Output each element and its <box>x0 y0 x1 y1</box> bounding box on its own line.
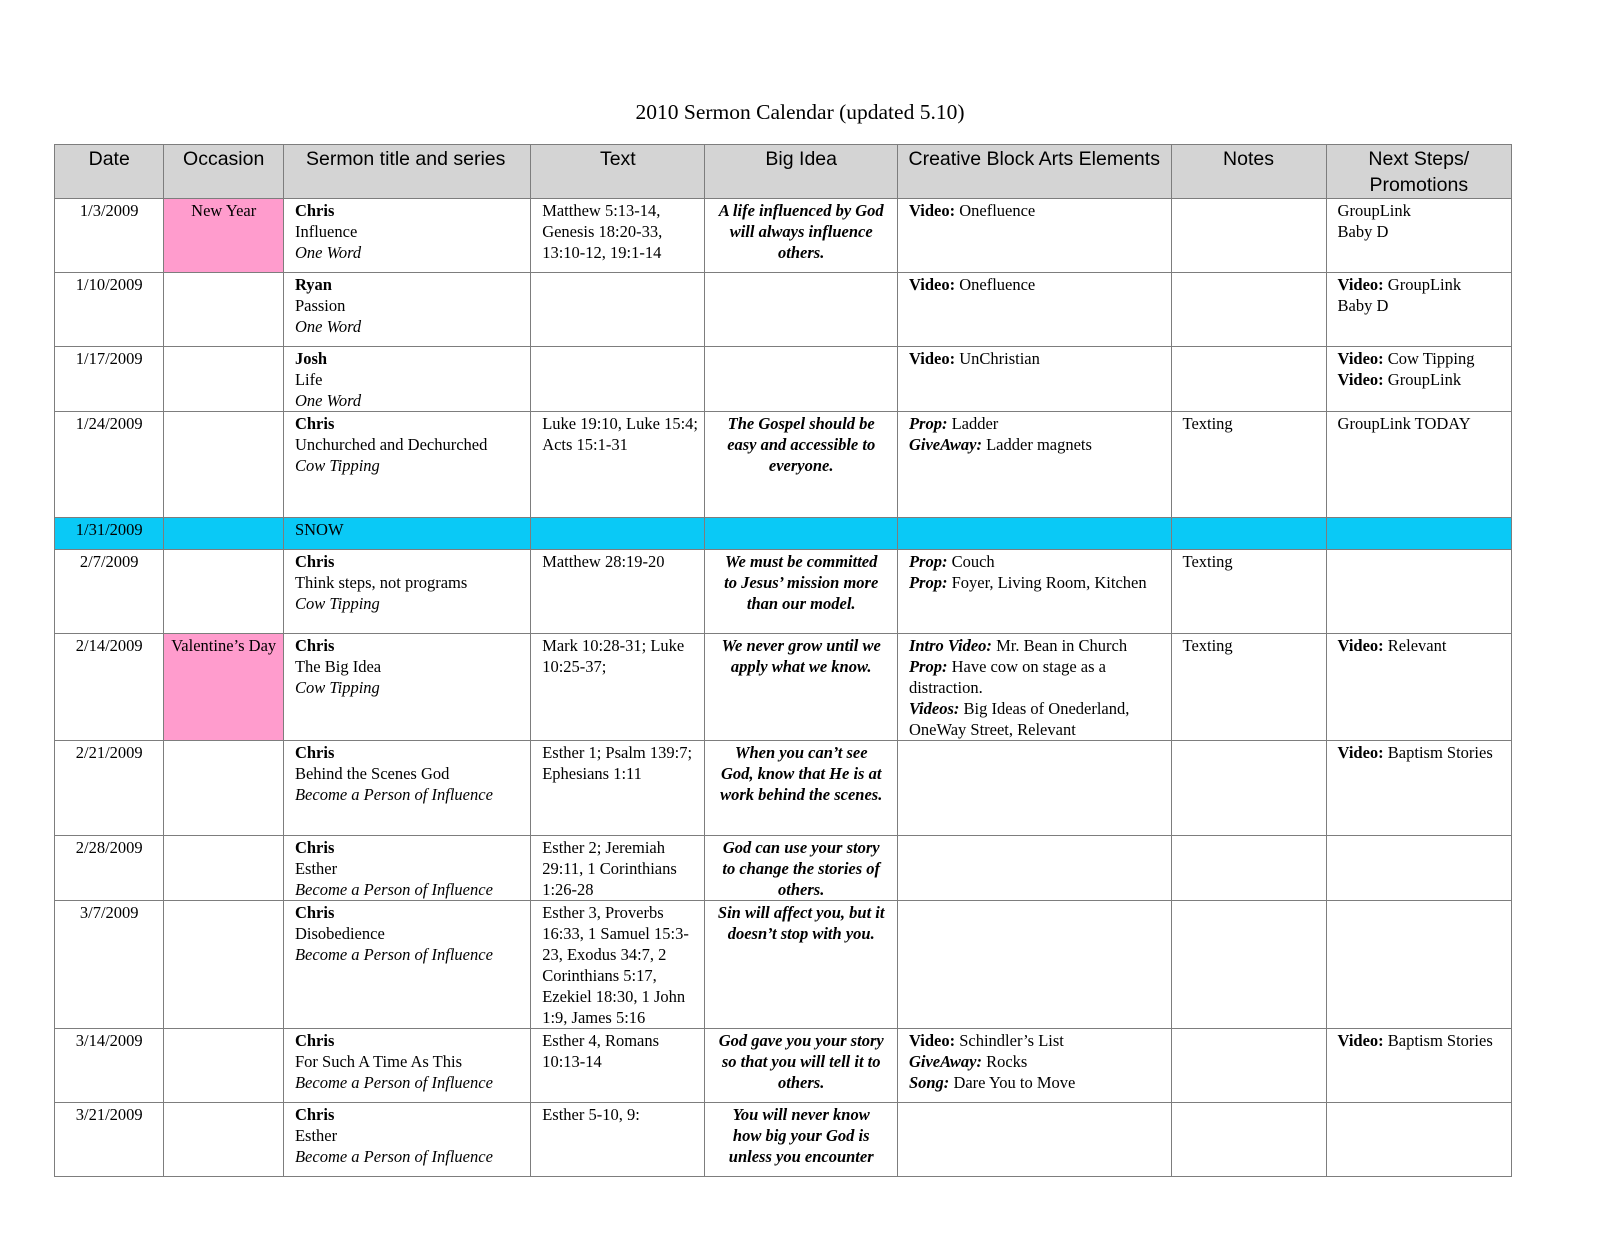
sermon-title: Behind the Scenes God <box>294 764 450 783</box>
sermon-calendar-table <box>54 144 1512 1177</box>
sermon-cell <box>283 550 530 634</box>
header-next-steps: Next Steps/ Promotions <box>1326 145 1511 199</box>
notes-cell <box>1171 518 1326 550</box>
speaker-name: Chris <box>294 903 335 922</box>
creative-item-value: Mr. Bean in Church <box>996 636 1128 655</box>
next-step-value: Baptism Stories <box>1387 1031 1493 1050</box>
header-date: Date <box>55 145 164 199</box>
occasion-cell: New Year <box>164 199 284 273</box>
next-step-value: Baby D <box>1337 222 1389 241</box>
creative-item <box>909 1030 1165 1051</box>
table-row <box>55 518 1512 550</box>
sermon-cell <box>283 836 530 901</box>
sermon-title: Passion <box>294 296 346 315</box>
page-title: 2010 Sermon Calendar (updated 5.10) <box>635 100 965 124</box>
table-row <box>55 741 1512 836</box>
creative-item-label: Prop: <box>908 414 948 433</box>
creative-elements-cell <box>897 550 1171 634</box>
creative-item-label: Prop: <box>908 552 948 571</box>
creative-elements-cell <box>897 518 1171 550</box>
next-step-item <box>1338 635 1505 656</box>
creative-item <box>909 635 1165 656</box>
creative-elements-cell <box>897 273 1171 347</box>
next-steps-cell <box>1326 1029 1511 1103</box>
next-steps-cell <box>1326 347 1511 412</box>
next-step-label: Video: <box>1337 1031 1384 1050</box>
scripture-text-cell: Matthew 28:19-20 <box>531 550 705 634</box>
sermon-title: The Big Idea <box>294 657 382 676</box>
speaker-name: Chris <box>294 636 335 655</box>
series-name: Become a Person of Influence <box>294 1073 493 1092</box>
creative-item-label: Video: <box>908 275 956 294</box>
creative-item-label: Prop: <box>908 657 948 676</box>
next-steps-cell <box>1326 836 1511 901</box>
occasion-cell <box>164 518 284 550</box>
next-step-value: Cow Tipping <box>1387 349 1475 368</box>
scripture-text-cell: Esther 3, Proverbs 16:33, 1 Samuel 15:3-23, Exodus 34:7, 2 Corinthians 5:17, Ezekiel 18:30, 1 John 1:9, James 5:16 <box>531 901 705 1029</box>
table-row <box>55 1029 1512 1103</box>
scripture-text-cell: Esther 4, Romans 10:13-14 <box>531 1029 705 1103</box>
next-steps-cell <box>1326 1103 1511 1177</box>
creative-item-value: Have cow on stage as a distraction. <box>908 657 1106 697</box>
next-step-item <box>1338 1030 1505 1051</box>
date-cell: 2/28/2009 <box>55 836 164 901</box>
creative-item-label: Song: <box>908 1073 950 1092</box>
scripture-text-cell: Matthew 5:13-14, Genesis 18:20-33, 13:10-12, 19:1-14 <box>531 199 705 273</box>
notes-cell <box>1171 273 1326 347</box>
creative-elements-cell <box>897 1103 1171 1177</box>
next-steps-cell <box>1326 741 1511 836</box>
series-name: Cow Tipping <box>294 678 380 697</box>
occasion-cell <box>164 273 284 347</box>
creative-item <box>909 572 1165 593</box>
date-cell: 2/14/2009 <box>55 634 164 741</box>
speaker-name: Chris <box>294 743 335 762</box>
scripture-text-cell: Esther 5-10, 9: <box>531 1103 705 1177</box>
table-row <box>55 199 1512 273</box>
big-idea-cell: We must be committed to Jesus’ mission more than our model. <box>705 550 898 634</box>
sermon-title: Think steps, not programs <box>294 573 468 592</box>
sermon-title: SNOW <box>294 520 344 539</box>
creative-item-value: Schindler’s List <box>959 1031 1064 1050</box>
creative-item-value: Rocks <box>986 1052 1028 1071</box>
sermon-cell <box>283 1103 530 1177</box>
creative-item-value: Ladder <box>951 414 999 433</box>
occasion-cell <box>164 836 284 901</box>
header-big-idea: Big Idea <box>705 145 898 199</box>
creative-item <box>909 274 1165 295</box>
speaker-name: Ryan <box>294 275 332 294</box>
next-step-value: Relevant <box>1387 636 1447 655</box>
next-step-label: Video: <box>1337 275 1384 294</box>
sermon-title: Esther <box>294 859 338 878</box>
creative-item-value: Big Ideas of Onederland, OneWay Street, Relevant <box>908 699 1130 739</box>
creative-item-value: Couch <box>951 552 995 571</box>
date-cell: 2/21/2009 <box>55 741 164 836</box>
big-idea-cell: Sin will affect you, but it doesn’t stop with you. <box>705 901 898 1029</box>
series-name: One Word <box>294 243 362 262</box>
notes-cell <box>1171 347 1326 412</box>
date-cell: 3/14/2009 <box>55 1029 164 1103</box>
sermon-cell <box>283 1029 530 1103</box>
next-step-item <box>1338 369 1505 390</box>
date-cell: 1/3/2009 <box>55 199 164 273</box>
table-row <box>55 901 1512 1029</box>
creative-elements-cell <box>897 412 1171 518</box>
date-cell: 3/7/2009 <box>55 901 164 1029</box>
sermon-cell <box>283 901 530 1029</box>
next-step-label: Video: <box>1337 743 1384 762</box>
big-idea-cell: God can use your story to change the stories of others. <box>705 836 898 901</box>
big-idea-cell <box>705 273 898 347</box>
speaker-name: Chris <box>294 201 335 220</box>
sermon-title: Life <box>294 370 323 389</box>
creative-item <box>909 434 1165 455</box>
scripture-text-cell <box>531 273 705 347</box>
scripture-text-cell: Luke 19:10, Luke 15:4; Acts 15:1-31 <box>531 412 705 518</box>
next-steps-cell <box>1326 901 1511 1029</box>
creative-item-value: Ladder magnets <box>986 435 1092 454</box>
sermon-cell <box>283 412 530 518</box>
next-step-item <box>1338 221 1505 242</box>
sermon-title: For Such A Time As This <box>294 1052 463 1071</box>
next-step-item <box>1338 348 1505 369</box>
scripture-text-cell: Esther 2; Jeremiah 29:11, 1 Corinthians 1:26-28 <box>531 836 705 901</box>
next-step-value: Baby D <box>1337 296 1389 315</box>
series-name: Cow Tipping <box>294 594 380 613</box>
speaker-name: Josh <box>294 349 328 368</box>
occasion-cell <box>164 901 284 1029</box>
creative-item-label: Video: <box>908 1031 956 1050</box>
big-idea-cell <box>705 347 898 412</box>
date-cell: 1/31/2009 <box>55 518 164 550</box>
big-idea-cell: You will never know how big your God is unless you encounter <box>705 1103 898 1177</box>
sermon-title: Influence <box>294 222 358 241</box>
creative-item <box>909 413 1165 434</box>
creative-item-label: Videos: <box>908 699 960 718</box>
notes-cell <box>1171 199 1326 273</box>
creative-elements-cell <box>897 347 1171 412</box>
next-steps-cell <box>1326 518 1511 550</box>
speaker-name: Chris <box>294 414 335 433</box>
creative-item-label: Intro Video: <box>908 636 992 655</box>
table-row <box>55 412 1512 518</box>
sermon-cell <box>283 518 530 550</box>
header-sermon: Sermon title and series <box>283 145 530 199</box>
table-row <box>55 273 1512 347</box>
creative-item-value: UnChristian <box>959 349 1040 368</box>
occasion-cell <box>164 1029 284 1103</box>
next-step-label: Video: <box>1337 636 1384 655</box>
next-step-value: GroupLink <box>1387 370 1462 389</box>
creative-item-label: Video: <box>908 349 956 368</box>
table-row <box>55 836 1512 901</box>
creative-item <box>909 656 1165 698</box>
notes-cell: Texting <box>1171 550 1326 634</box>
date-cell: 1/24/2009 <box>55 412 164 518</box>
big-idea-cell: A life influenced by God will always influence others. <box>705 199 898 273</box>
series-name: Become a Person of Influence <box>294 785 493 804</box>
series-name: One Word <box>294 391 362 410</box>
creative-elements-cell <box>897 199 1171 273</box>
next-step-value: GroupLink <box>1337 201 1411 220</box>
occasion-cell: Valentine’s Day <box>164 634 284 741</box>
big-idea-cell: God gave you your story so that you will tell it to others. <box>705 1029 898 1103</box>
sermon-title: Disobedience <box>294 924 385 943</box>
big-idea-cell <box>705 518 898 550</box>
occasion-cell <box>164 412 284 518</box>
creative-elements-cell <box>897 741 1171 836</box>
creative-item-label: GiveAway: <box>908 435 982 454</box>
next-step-item <box>1338 274 1505 295</box>
date-cell: 2/7/2009 <box>55 550 164 634</box>
creative-item-label: Video: <box>908 201 956 220</box>
speaker-name: Chris <box>294 1031 335 1050</box>
next-step-label: Video: <box>1337 349 1384 368</box>
header-row <box>55 145 1512 199</box>
next-step-item <box>1338 742 1505 763</box>
next-steps-cell <box>1326 199 1511 273</box>
sermon-cell <box>283 199 530 273</box>
header-occasion: Occasion <box>164 145 284 199</box>
creative-item-value: Onefluence <box>959 201 1036 220</box>
date-cell: 1/10/2009 <box>55 273 164 347</box>
next-step-item <box>1338 295 1505 316</box>
table-row <box>55 550 1512 634</box>
next-step-value: Baptism Stories <box>1387 743 1493 762</box>
notes-cell <box>1171 741 1326 836</box>
creative-elements-cell <box>897 1029 1171 1103</box>
next-step-item <box>1338 200 1505 221</box>
date-cell: 3/21/2009 <box>55 1103 164 1177</box>
header-notes: Notes <box>1171 145 1326 199</box>
occasion-cell <box>164 741 284 836</box>
creative-elements-cell <box>897 901 1171 1029</box>
date-cell: 1/17/2009 <box>55 347 164 412</box>
series-name: Cow Tipping <box>294 456 380 475</box>
speaker-name: Chris <box>294 1105 335 1124</box>
series-name: Become a Person of Influence <box>294 945 493 964</box>
creative-item-value: Dare You to Move <box>953 1073 1076 1092</box>
creative-elements-cell <box>897 634 1171 741</box>
scripture-text-cell <box>531 347 705 412</box>
sermon-cell <box>283 741 530 836</box>
scripture-text-cell: Esther 1; Psalm 139:7; Ephesians 1:11 <box>531 741 705 836</box>
next-steps-cell <box>1326 273 1511 347</box>
series-name: Become a Person of Influence <box>294 1147 493 1166</box>
sermon-title: Unchurched and Dechurched <box>294 435 488 454</box>
occasion-cell <box>164 347 284 412</box>
next-step-label: Video: <box>1337 370 1384 389</box>
next-steps-cell <box>1326 412 1511 518</box>
scripture-text-cell <box>531 518 705 550</box>
big-idea-cell: The Gospel should be easy and accessible to everyone. <box>705 412 898 518</box>
scripture-text-cell: Mark 10:28-31; Luke 10:25-37; <box>531 634 705 741</box>
series-name: Become a Person of Influence <box>294 880 493 899</box>
notes-cell: Texting <box>1171 412 1326 518</box>
notes-cell <box>1171 836 1326 901</box>
next-steps-cell <box>1326 634 1511 741</box>
sermon-cell <box>283 634 530 741</box>
notes-cell <box>1171 1029 1326 1103</box>
speaker-name: Chris <box>294 552 335 571</box>
notes-cell <box>1171 1103 1326 1177</box>
next-step-value: GroupLink TODAY <box>1337 414 1471 433</box>
series-name: One Word <box>294 317 362 336</box>
header-text: Text <box>531 145 705 199</box>
sermon-cell <box>283 273 530 347</box>
sermon-title: Esther <box>294 1126 338 1145</box>
creative-item <box>909 698 1165 740</box>
creative-item <box>909 1051 1165 1072</box>
table-row <box>55 1103 1512 1177</box>
next-steps-cell <box>1326 550 1511 634</box>
table-row <box>55 347 1512 412</box>
creative-item-value: Foyer, Living Room, Kitchen <box>951 573 1147 592</box>
creative-item <box>909 348 1165 369</box>
occasion-cell <box>164 1103 284 1177</box>
creative-elements-cell <box>897 836 1171 901</box>
table-row <box>55 634 1512 741</box>
big-idea-cell: When you can’t see God, know that He is at work behind the scenes. <box>705 741 898 836</box>
creative-item <box>909 200 1165 221</box>
speaker-name: Chris <box>294 838 335 857</box>
header-creative: Creative Block Arts Elements <box>897 145 1171 199</box>
next-step-item <box>1338 413 1505 434</box>
notes-cell: Texting <box>1171 634 1326 741</box>
creative-item-value: Onefluence <box>959 275 1036 294</box>
big-idea-cell: We never grow until we apply what we know. <box>705 634 898 741</box>
occasion-cell <box>164 550 284 634</box>
sermon-cell <box>283 347 530 412</box>
creative-item <box>909 1072 1165 1093</box>
creative-item-label: Prop: <box>908 573 948 592</box>
next-step-value: GroupLink <box>1387 275 1462 294</box>
notes-cell <box>1171 901 1326 1029</box>
creative-item-label: GiveAway: <box>908 1052 982 1071</box>
creative-item <box>909 551 1165 572</box>
